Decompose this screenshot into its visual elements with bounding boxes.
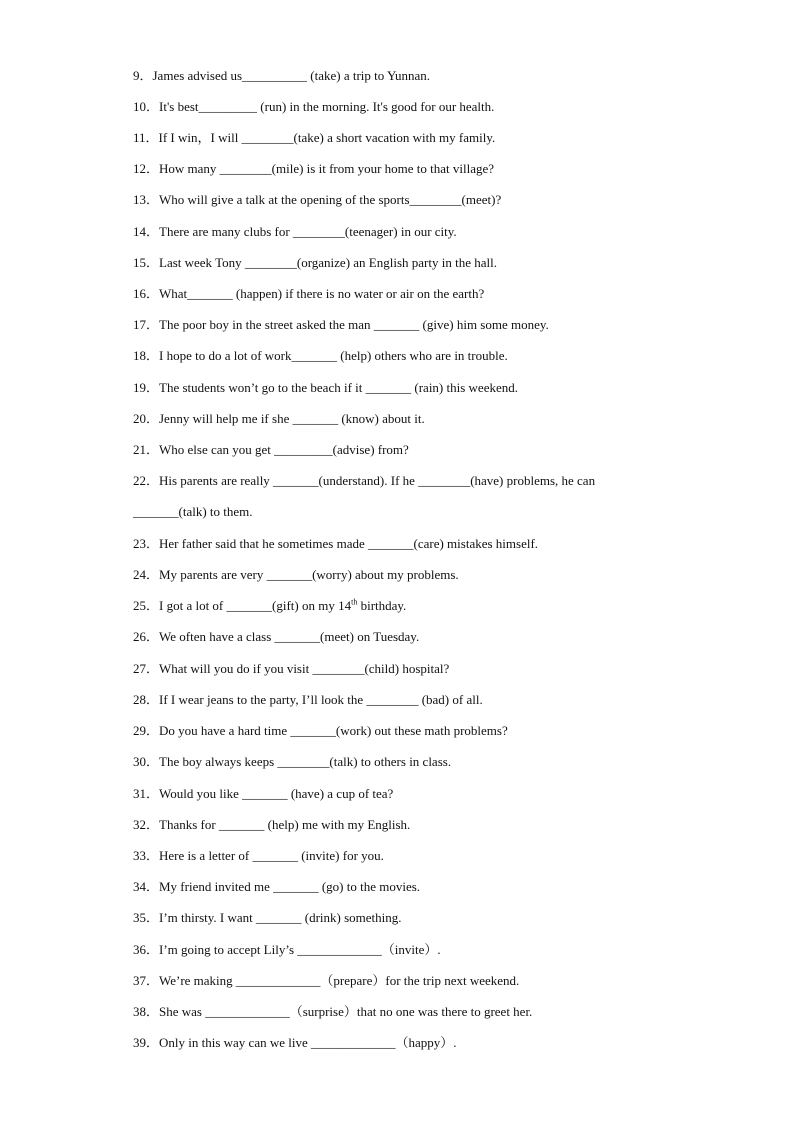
exercise-item-20: 20．Jenny will help me if she _______ (know) about it. bbox=[133, 411, 425, 426]
exercise-item-31: 31．Would you like _______ (have) a cup of tea? bbox=[133, 786, 394, 801]
exercise-item-14: 14．There are many clubs for ________(teenager) in our city. bbox=[133, 224, 457, 239]
exercise-item-25 bbox=[133, 598, 406, 614]
exercise-item-10: 10．It's best_________ (run) in the morning. It's good for our health. bbox=[133, 99, 495, 114]
exercise-item-22: 22．His parents are really _______(understand). If he ________(have) problems, he can bbox=[133, 473, 596, 488]
exercise-item-15: 15．Last week Tony ________(organize) an English party in the hall. bbox=[133, 255, 497, 270]
exercise-item-9: 9．James advised us__________ (take) a trip to Yunnan. bbox=[133, 68, 431, 83]
exercise-item-26: 26．We often have a class _______(meet) on Tuesday. bbox=[133, 629, 420, 644]
exercise-item-28: 28．If I wear jeans to the party, I’ll look the ________ (bad) of all. bbox=[133, 692, 483, 707]
exercise-item-13: 13．Who will give a talk at the opening of the sports________(meet)? bbox=[133, 192, 502, 207]
ordinal-suffix: th bbox=[351, 597, 358, 607]
exercise-item-38: 38．She was _____________（surprise）that no one was there to greet her. bbox=[133, 1004, 533, 1019]
exercise-item-19: 19．The students won’t go to the beach if it _______ (rain) this weekend. bbox=[133, 380, 518, 395]
exercise-item-12: 12．How many ________(mile) is it from your home to that village? bbox=[133, 161, 495, 176]
exercise-item-30: 30．The boy always keeps ________(talk) to others in class. bbox=[133, 754, 452, 769]
exercise-item-37: 37．We’re making _____________（prepare）for the trip next weekend. bbox=[133, 973, 520, 988]
exercise-item-24: 24．My parents are very _______(worry) about my problems. bbox=[133, 567, 459, 582]
exercise-item-23: 23．Her father said that he sometimes made _______(care) mistakes himself. bbox=[133, 536, 539, 551]
exercise-item-11: 11．If I win，I will ________(take) a short vacation with my family. bbox=[133, 130, 496, 145]
exercise-item-39: 39．Only in this way can we live _____________（happy）. bbox=[133, 1035, 457, 1050]
exercise-item-32: 32．Thanks for _______ (help) me with my English. bbox=[133, 817, 411, 832]
exercise-item-21: 21．Who else can you get _________(advise) from? bbox=[133, 442, 409, 457]
exercise-item-36: 36．I’m going to accept Lily’s _____________（invite）. bbox=[133, 942, 441, 957]
exercise-item-17: 17．The poor boy in the street asked the man _______ (give) him some money. bbox=[133, 317, 549, 332]
exercise-item-22-continued: _______(talk) to them. bbox=[133, 504, 253, 519]
exercise-item-34: 34．My friend invited me _______ (go) to the movies. bbox=[133, 879, 421, 894]
exercise-item-18: 18．I hope to do a lot of work_______ (help) others who are in trouble. bbox=[133, 348, 508, 363]
exercise-item-33: 33．Here is a letter of _______ (invite) for you. bbox=[133, 848, 384, 863]
exercise-item-29: 29．Do you have a hard time _______(work) out these math problems? bbox=[133, 723, 508, 738]
exercise-item-27: 27．What will you do if you visit ________(child) hospital? bbox=[133, 661, 450, 676]
exercise-item-16: 16．What_______ (happen) if there is no water or air on the earth? bbox=[133, 286, 485, 301]
exercise-item-35: 35．I’m thirsty. I want _______ (drink) something. bbox=[133, 910, 402, 925]
exercise-item-25-tail: birthday. bbox=[357, 598, 407, 613]
exercise-item-25-text: 25．I got a lot of _______(gift) on my 14 bbox=[133, 598, 352, 613]
